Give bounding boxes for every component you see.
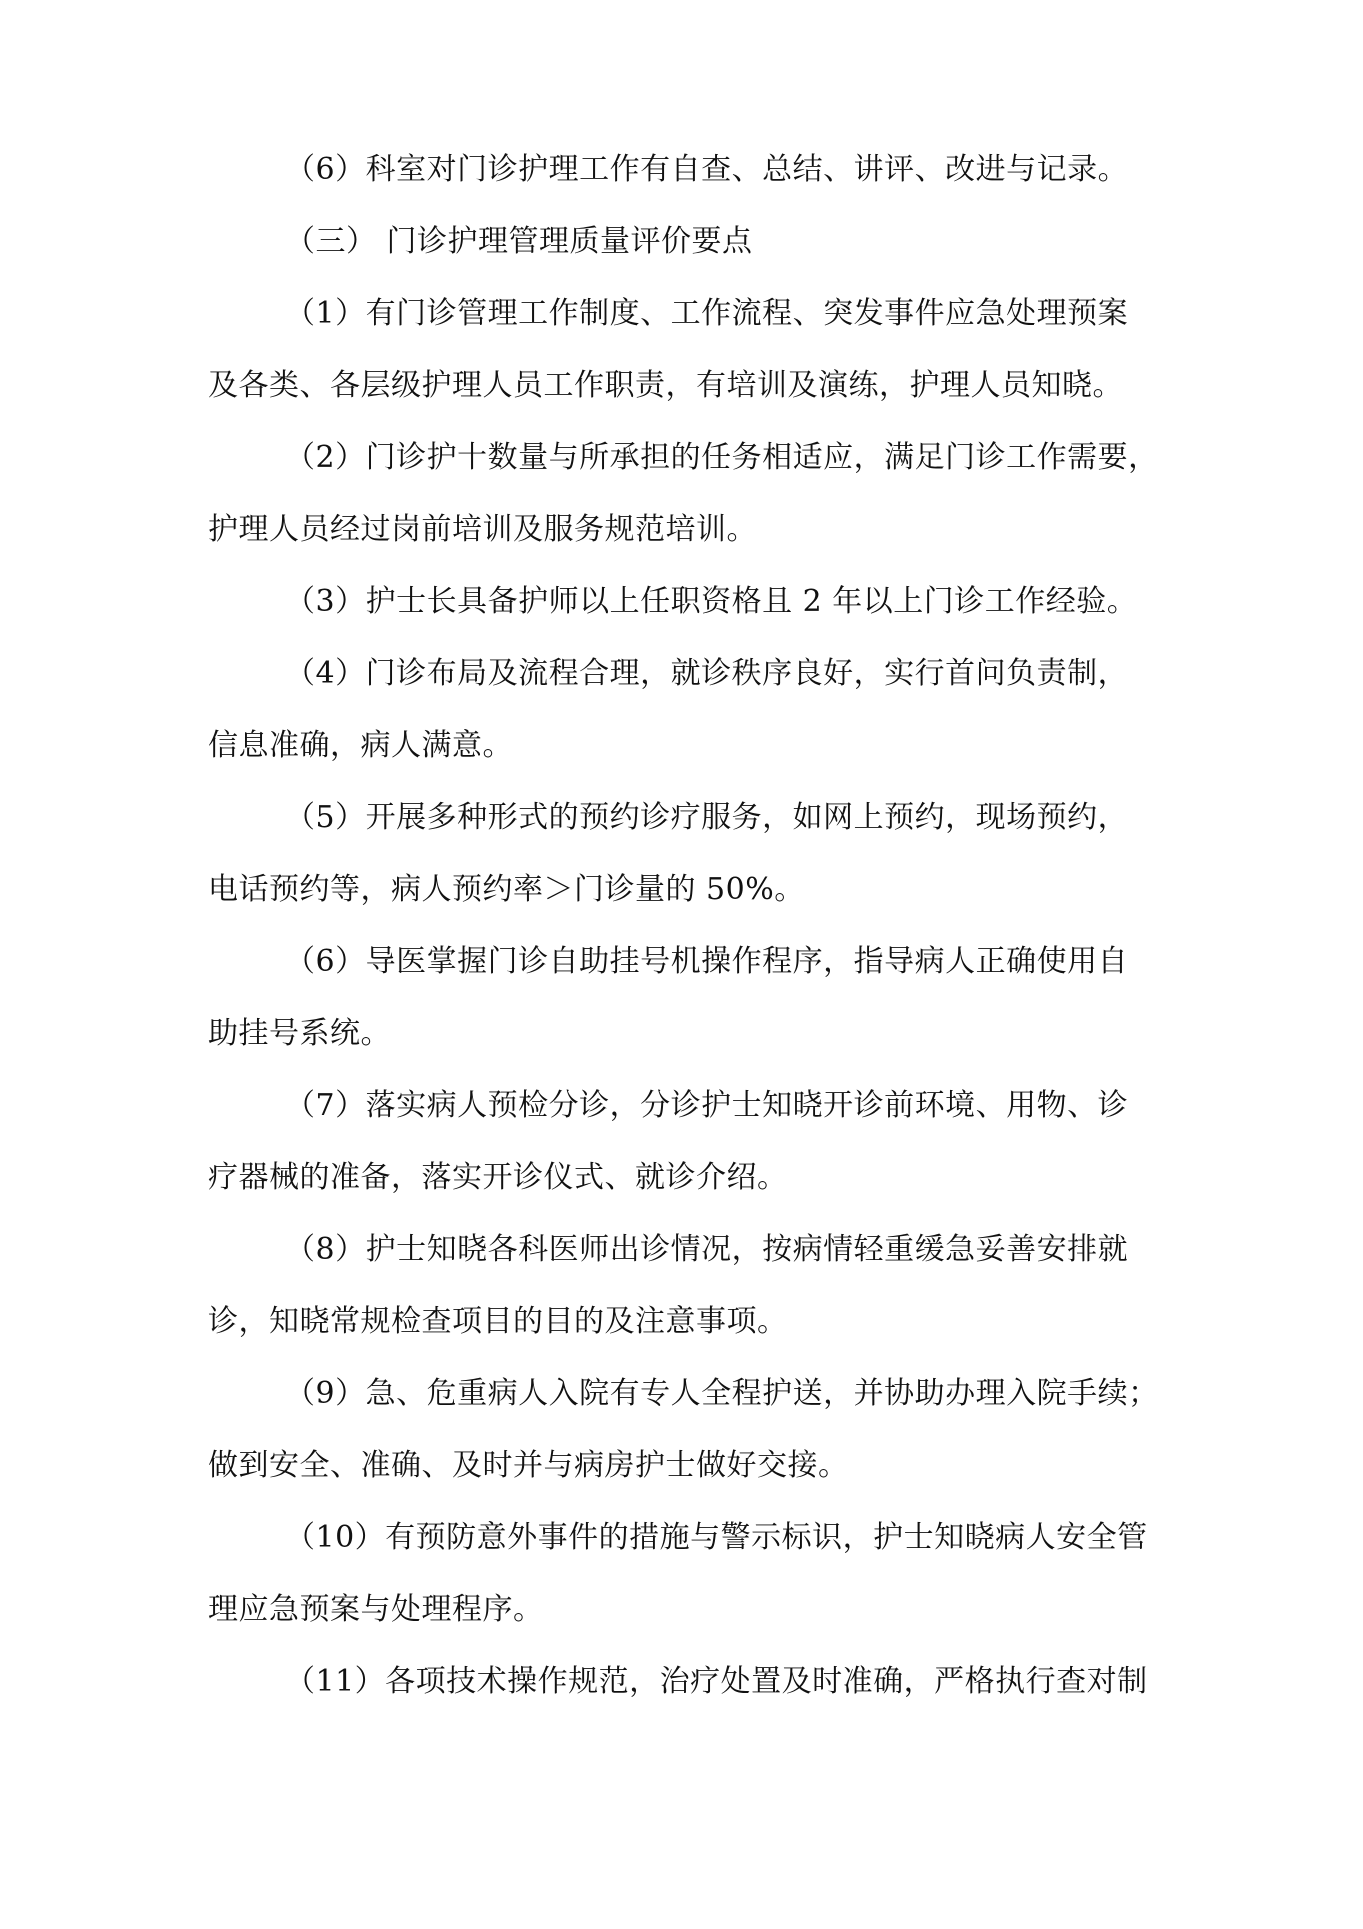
item-4-line-1: （4）门诊布局及流程合理，就诊秩序良好，实行首问负责制， — [285, 656, 1129, 691]
item-6-line-2: 助挂号系统。 — [208, 1016, 391, 1051]
item-7-line-2: 疗器械的准备，落实开诊仪式、就诊介绍。 — [208, 1160, 788, 1195]
item-5-line-1: （5）开展多种形式的预约诊疗服务，如网上预约，现场预约， — [285, 800, 1129, 835]
item-10-line-1: （10）有预防意外事件的措施与警示标识，护士知晓病人安全管 — [285, 1520, 1148, 1555]
item-8-line-2: 诊，知晓常规检查项目的目的及注意事项。 — [208, 1304, 788, 1339]
item-4-line-2: 信息准确，病人满意。 — [208, 728, 513, 763]
item-11-line-1: （11）各项技术操作规范，治疗处置及时准确，严格执行查对制 — [285, 1664, 1148, 1699]
item-1-line-1: （1）有门诊管理工作制度、工作流程、突发事件应急处理预案 — [285, 296, 1129, 331]
item-6-line-1: （6）导医掌握门诊自助挂号机操作程序，指导病人正确使用自 — [285, 944, 1129, 979]
item-2-line-2: 护理人员经过岗前培训及服务规范培训。 — [208, 512, 757, 547]
section-heading: （三） 门诊护理管理质量评价要点 — [285, 224, 753, 259]
item-5-line-2: 电话预约等，病人预约率＞门诊量的 50%。 — [208, 872, 805, 907]
item-10-line-2: 理应急预案与处理程序。 — [208, 1592, 544, 1627]
item-2-line-1: （2）门诊护十数量与所承担的任务相适应，满足门诊工作需要， — [285, 440, 1159, 475]
item-9-line-2: 做到安全、准确、及时并与病房护士做好交接。 — [208, 1448, 849, 1483]
item-7-line-1: （7）落实病人预检分诊，分诊护士知晓开诊前环境、用物、诊 — [285, 1088, 1129, 1123]
paragraph-item-6-previous: （6）科室对门诊护理工作有自查、总结、讲评、改进与记录。 — [285, 152, 1129, 187]
item-9-line-1: （9）急、危重病人入院有专人全程护送，并协助办理入院手续； — [285, 1376, 1159, 1411]
item-1-line-2: 及各类、各层级护理人员工作职责，有培训及演练，护理人员知晓。 — [208, 368, 1123, 403]
item-8-line-1: （8）护士知晓各科医师出诊情况，按病情轻重缓急妥善安排就 — [285, 1232, 1129, 1267]
item-3-line-1: （3）护士长具备护师以上任职资格且 2 年以上门诊工作经验。 — [285, 584, 1138, 619]
